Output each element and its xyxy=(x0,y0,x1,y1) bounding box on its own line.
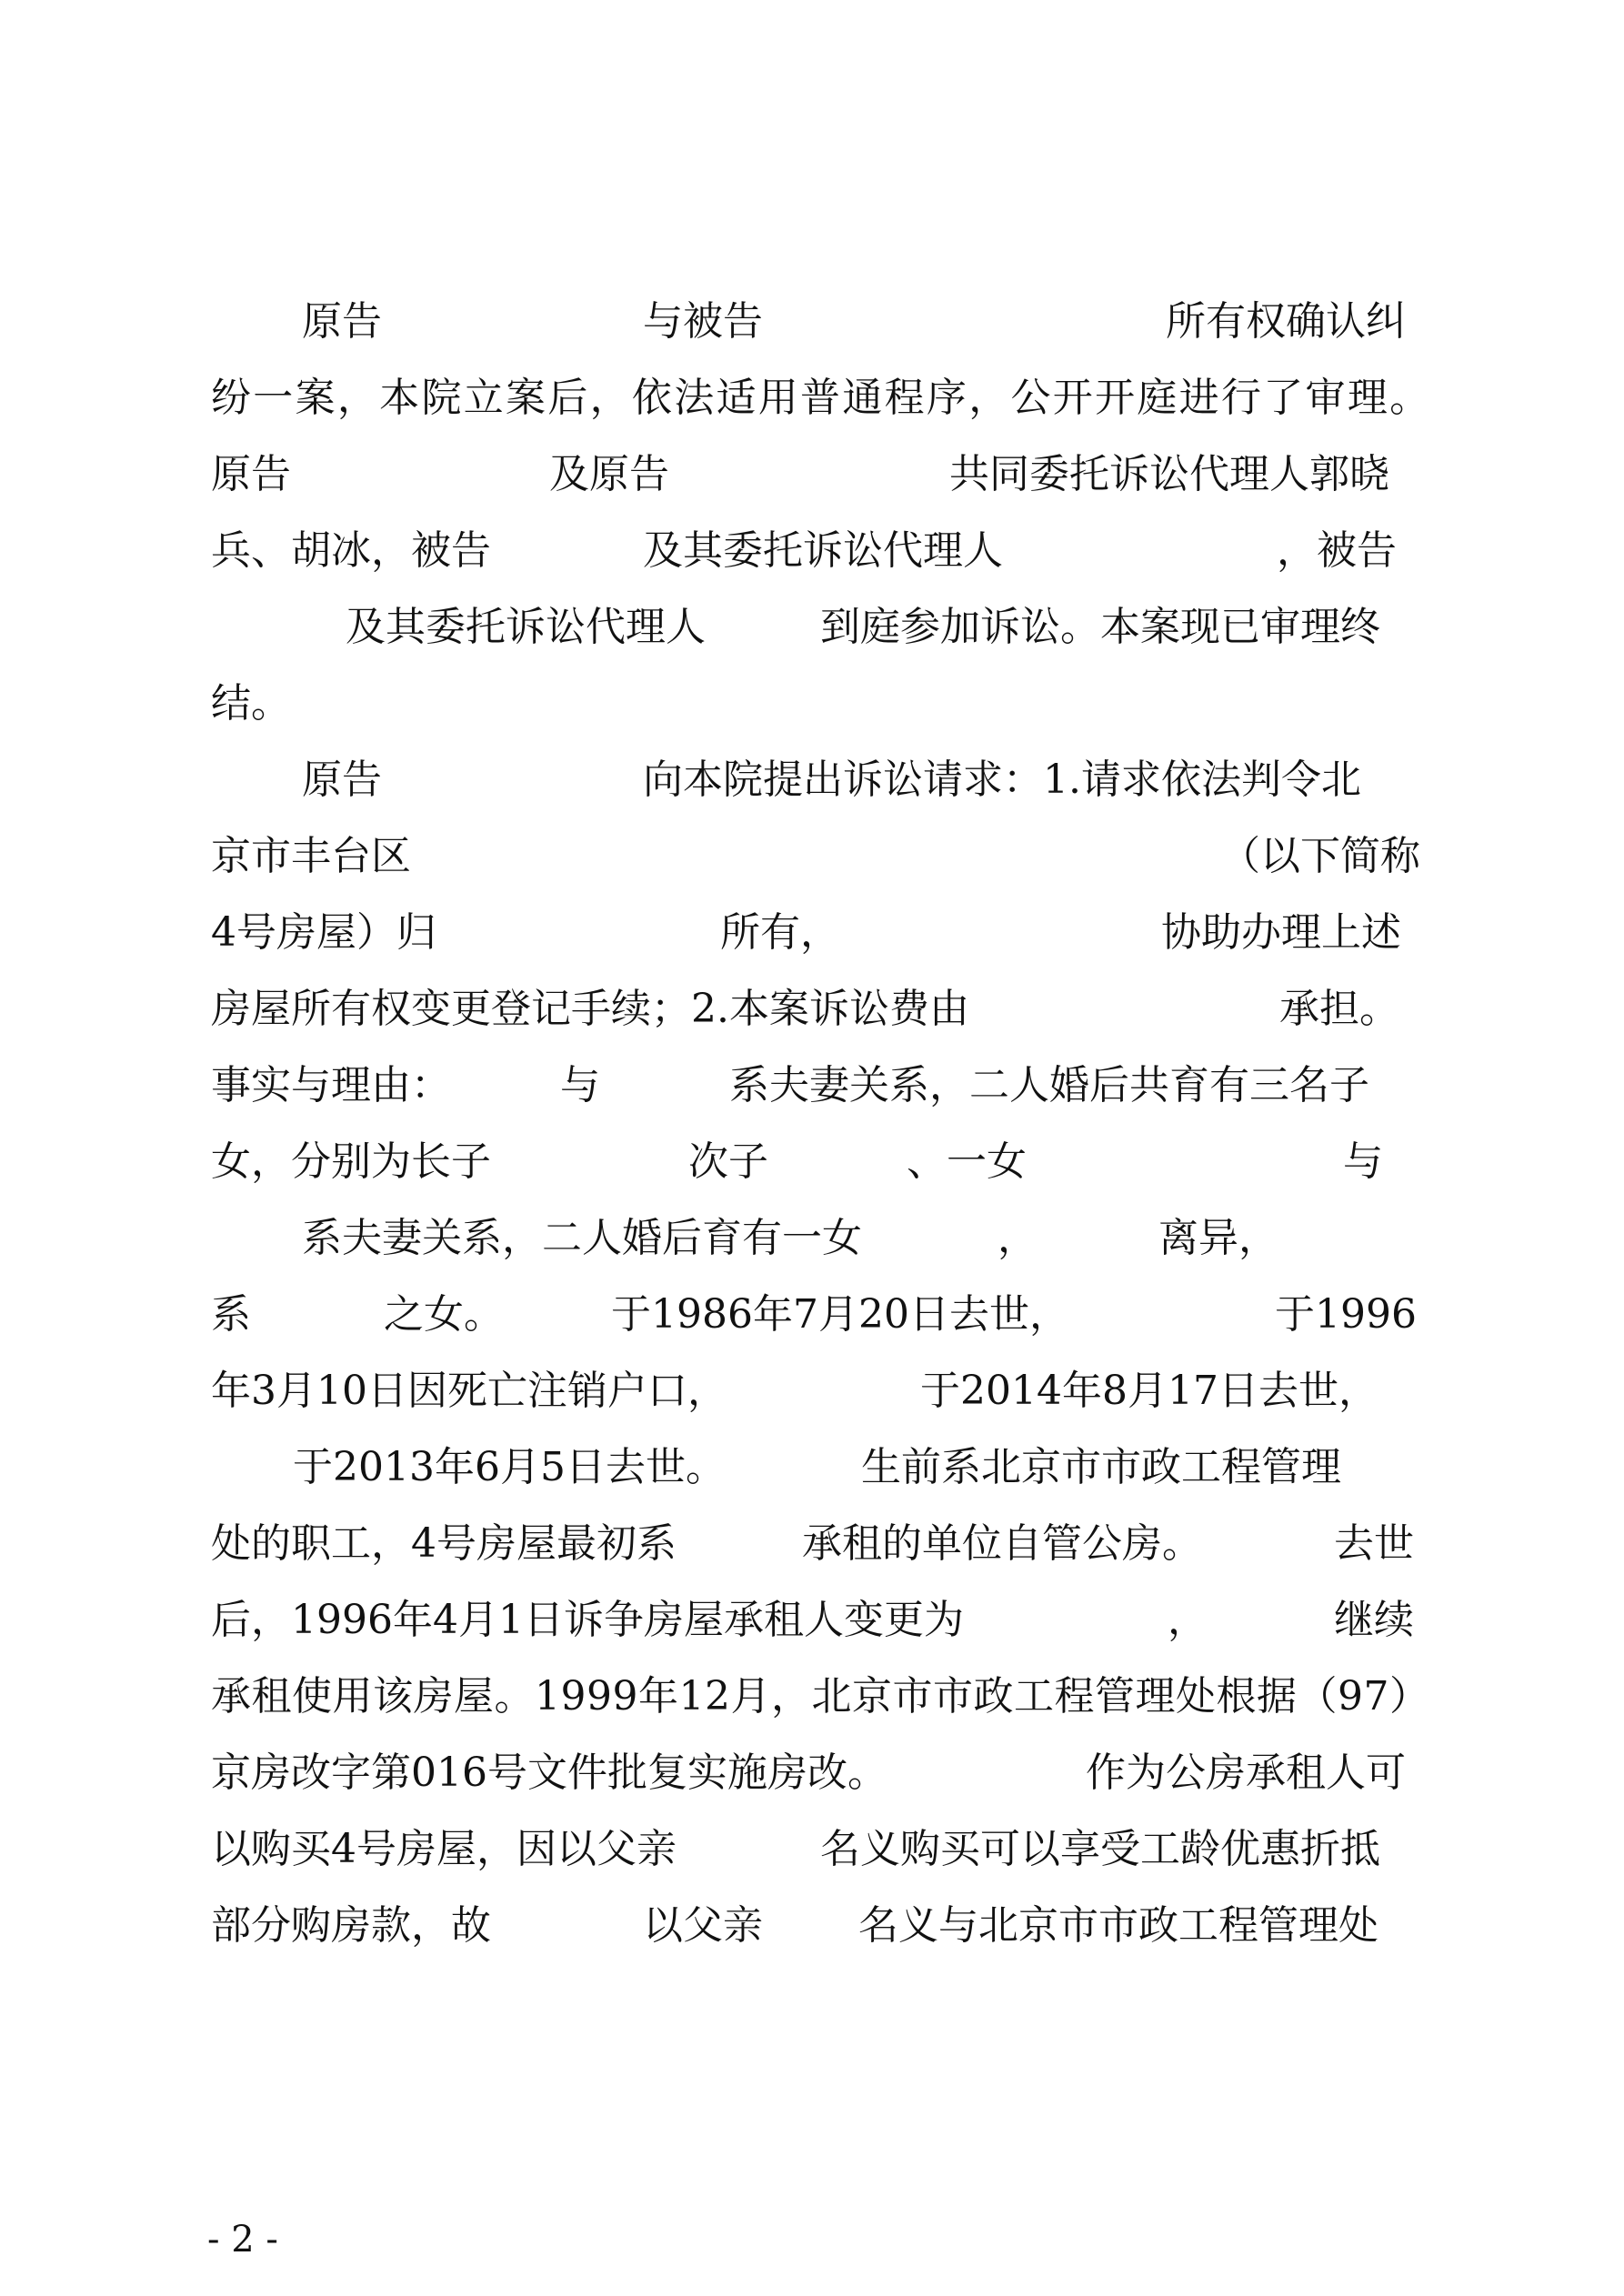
text-segment: 系 xyxy=(211,1291,251,1338)
text-segment: 继续 xyxy=(1334,1597,1414,1643)
text-segment: 共同委托诉讼代理人郭晓 xyxy=(949,451,1389,497)
text-segment: 系夫妻关系，二人婚后共育有三名子 xyxy=(729,1062,1369,1108)
text-segment: 京房改字第016号文件批复实施房改。 xyxy=(211,1750,887,1796)
text-segment: ， xyxy=(1168,1597,1208,1643)
text-segment: 与 xyxy=(1343,1138,1383,1185)
text-segment: 之女。 xyxy=(384,1291,504,1338)
text-segment: 年3月10日因死亡注销户口， xyxy=(211,1368,727,1414)
text-line xyxy=(211,589,1429,666)
text-segment: 到庭参加诉讼。本案现已审理终 xyxy=(820,604,1380,650)
text-segment: 及其委托诉讼代理人 xyxy=(346,604,706,650)
text-segment: 原告 xyxy=(302,298,382,345)
text-segment: 协助办理上述 xyxy=(1161,909,1401,956)
text-line xyxy=(211,1506,1429,1582)
text-line xyxy=(211,1659,1429,1735)
text-segment: 及原告 xyxy=(549,451,669,497)
text-segment: 去世 xyxy=(1334,1520,1414,1567)
text-segment: 与 xyxy=(560,1062,600,1108)
text-segment: 以购买4号房屋，因以父亲 xyxy=(211,1826,677,1872)
text-segment: 作为公房承租人可 xyxy=(1086,1750,1406,1796)
text-line xyxy=(211,284,1429,360)
text-segment: 所有权确认纠 xyxy=(1166,298,1406,345)
text-line xyxy=(211,818,1429,895)
text-segment: 处的职工，4号房屋最初系 xyxy=(211,1520,677,1567)
text-line xyxy=(211,895,1429,971)
text-line xyxy=(211,1811,1429,1888)
text-segment: 次子 xyxy=(688,1138,768,1185)
text-segment: 承租使用该房屋。1999年12月，北京市市政工程管理处根据（97） xyxy=(211,1673,1430,1719)
text-segment: ， xyxy=(997,1215,1038,1261)
text-segment: 纷一案，本院立案后，依法适用普通程序，公开开庭进行了审理。 xyxy=(211,375,1432,421)
text-line xyxy=(211,1353,1429,1429)
text-segment: 向本院提出诉讼请求：1.请求依法判令北 xyxy=(643,757,1361,803)
text-segment: 于2014年8月17日去世， xyxy=(920,1368,1378,1414)
text-segment: 生前系北京市市政工程管理 xyxy=(861,1444,1341,1490)
text-segment: （以下简称 xyxy=(1220,833,1420,879)
text-line xyxy=(211,436,1429,513)
text-segment: 原告 xyxy=(211,451,291,497)
text-line xyxy=(211,971,1429,1048)
text-segment: 以父亲 xyxy=(643,1902,763,1949)
text-segment: 4号房屋）归 xyxy=(211,909,436,956)
text-segment: ，被告 xyxy=(1277,527,1397,574)
text-segment: 名义与北京市市政工程管理处 xyxy=(858,1902,1378,1949)
text-segment: 于1996 xyxy=(1275,1291,1417,1338)
text-segment: 、一女 xyxy=(907,1138,1027,1185)
text-segment: 女，分别为长子 xyxy=(211,1138,491,1185)
text-line xyxy=(211,360,1432,436)
text-segment: 兵、胡冰，被告 xyxy=(211,527,491,574)
text-segment: 所有， xyxy=(720,909,840,956)
text-segment: 后，1996年4月1日诉争房屋承租人变更为 xyxy=(211,1597,964,1643)
text-line xyxy=(211,513,1429,589)
text-line xyxy=(211,666,1429,742)
text-segment: 于2013年6月5日去世。 xyxy=(293,1444,726,1490)
text-segment: 于1986年7月20日去世， xyxy=(611,1291,1069,1338)
text-line xyxy=(211,1124,1429,1200)
text-segment: 及其委托诉讼代理人 xyxy=(643,527,1003,574)
text-line xyxy=(211,1582,1429,1659)
text-segment: 京市丰台区 xyxy=(211,833,411,879)
text-segment: 名义购买可以享受工龄优惠折抵 xyxy=(820,1826,1380,1872)
text-segment: 事实与理由： xyxy=(211,1062,451,1108)
text-segment: 系夫妻关系，二人婚后育有一女 xyxy=(302,1215,862,1261)
text-segment: 房屋所有权变更登记手续；2.本案诉讼费由 xyxy=(211,986,969,1032)
text-segment: 离异， xyxy=(1158,1215,1278,1261)
text-line xyxy=(211,1048,1429,1124)
text-line xyxy=(211,1735,1429,1811)
text-line xyxy=(211,742,1429,818)
text-segment: 部分购房款，故 xyxy=(211,1902,491,1949)
text-segment: 结。 xyxy=(211,680,291,727)
text-segment: 承租的单位自管公房。 xyxy=(802,1520,1202,1567)
text-segment: 承担。 xyxy=(1279,986,1399,1032)
text-line xyxy=(211,1429,1429,1506)
text-line xyxy=(211,1277,1429,1353)
text-line xyxy=(211,1200,1429,1277)
text-segment: 与被告 xyxy=(643,298,763,345)
text-segment: 原告 xyxy=(302,757,382,803)
page-number: - 2 - xyxy=(207,2219,278,2261)
text-line xyxy=(211,1888,1429,1964)
